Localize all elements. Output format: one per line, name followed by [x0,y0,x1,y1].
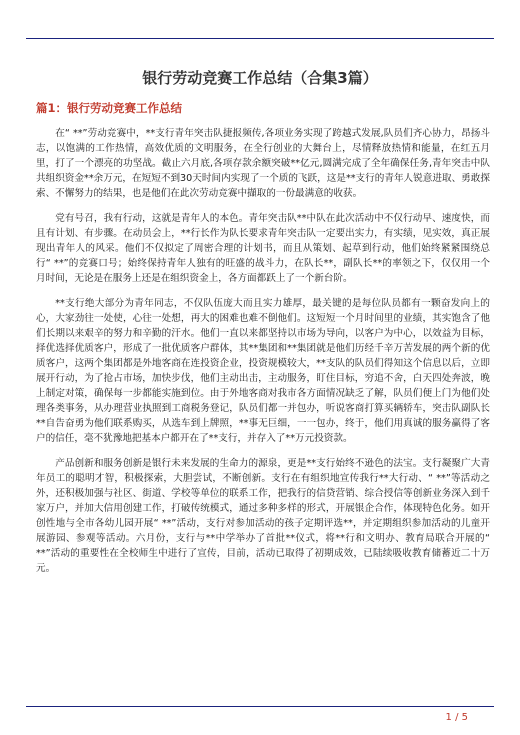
paragraph: **支行绝大部分为青年同志，不仅队伍庞大而且实力雄厚，最关键的是每位队员都有一颗奋发向上的心，大家劲往一处使，心往一处想，再大的困难也难不倒他们。这短短一个月时间里的业绩，其实饱含了他们长期以来艰辛的努力和辛勤的汗水。他们一直以来都坚持以市场为导向，以客户为中心，以效益为目标，择优选择优质客户，形成了一批优质客户群体，其**集团和**集团就是他们历经千辛万苦发展的两个新的优质客户，这两个集团都是外地客商在连投资企业，投资规模较大，**支队的队员们得知这个信息以后，立即展开行动，为了抢占市场，加快步伐，他们主动出击，主动服务，盯住目标，穷追不舍，白天四处奔波，晚上制定对策，确保每一步都能实施到位。由于外地客商对我市各方面情况缺乏了解，队员们便上门为他们处理各类事务，从办理营业执照到工商税务登记，队员们都一并包办，听说客商打算买辆轿车，突击队副队长**自告奋勇为他们联系购买，从选车到上牌照，**事无巨细，一一包办，终于，他们用真诚的服务赢得了客户的信任，毫不犹豫地把基本户都开在了**支行，并存入了**万元投资款。 [36,298,490,444]
document-title: 银行劳动竞赛工作总结（合集3篇） [142,69,378,87]
paragraph: 产品创新和服务创新是银行未来发展的生命力的源泉，更是**支行始终不逊色的法宝。支行凝聚广大青年员工的聪明才智，积极探索，大胆尝试，不断创新。支行在有组织地宣传我行**大行动、“ **”等活动之外，还积极加强与社区、街道、学校等单位的联系工作，把我行的信贷营销、综合授信等创新业务深入到千家万户，并加大信用创建工作，打破传统模式，通过多种多样的形式，开展银企合作，体现特色化务。如开创性地与全市各幼儿园开展“ **”活动，支行对参加活动的孩子定期评选**，并定期组织参加活动的儿童开展游园、参观等活动。六月份，支行与**中学举办了首批**仪式，将**行和文明办、教育局联合开展的“ **”活动的重要性在全校师生中进行了宣传，目前，活动已取得了初期成效，已陆续吸收教育储蓄近二十万元。 [36,458,490,574]
paragraph: 在“ **”劳动竞赛中，**支行青年突击队捷报频传,各项业务实现了跨越式发展,队员们齐心协力，昂扬斗志，以饱满的工作热情，高效优质的文明服务，在全行创业的大舞台上，尽情释放热情和能量，在红五月里，打了一个漂亮的功坚战。截止六月底,各项存款余额突破**亿元,圆满完成了全年确保任务,青年突击中队共组织资金**余万元，在短短不到30天时间内实现了一个质的飞跃，这是**支行的青年人锐意进取、勇敢探索、不懈努力的结果，也是他们在此次劳动竞赛中擷取的一份最满意的收获。 [36,128,490,199]
document-body [36,126,490,586]
section-heading: 篇1：银行劳动竞赛工作总结 [36,101,183,115]
footer-rule [26,706,494,707]
page-number: 1 / 5 [445,712,468,723]
paragraph: 党有号召，我有行动，这就是青年人的本色。青年突击队**中队在此次活动中不仅行动早、速度快，而且有计划、有步骤。在动员会上，**行长作为队长要求青年突击队一定要出实力，有实绩，见实效，真正展现出青年人的风采。他们不仅拟定了周密合理的计划书，而且从策划、起草到行动，他们始终紧紧围绕总行“ **”的竞赛口号；始终保持青年人独有的旺盛的战斗力，在队长**，副队长**的率领之下，仅仅用一个月时间，无论是在服务上还是在组织资金上，各方面都跃上了一个新台阶。 [36,213,490,284]
header-rule [26,38,494,39]
